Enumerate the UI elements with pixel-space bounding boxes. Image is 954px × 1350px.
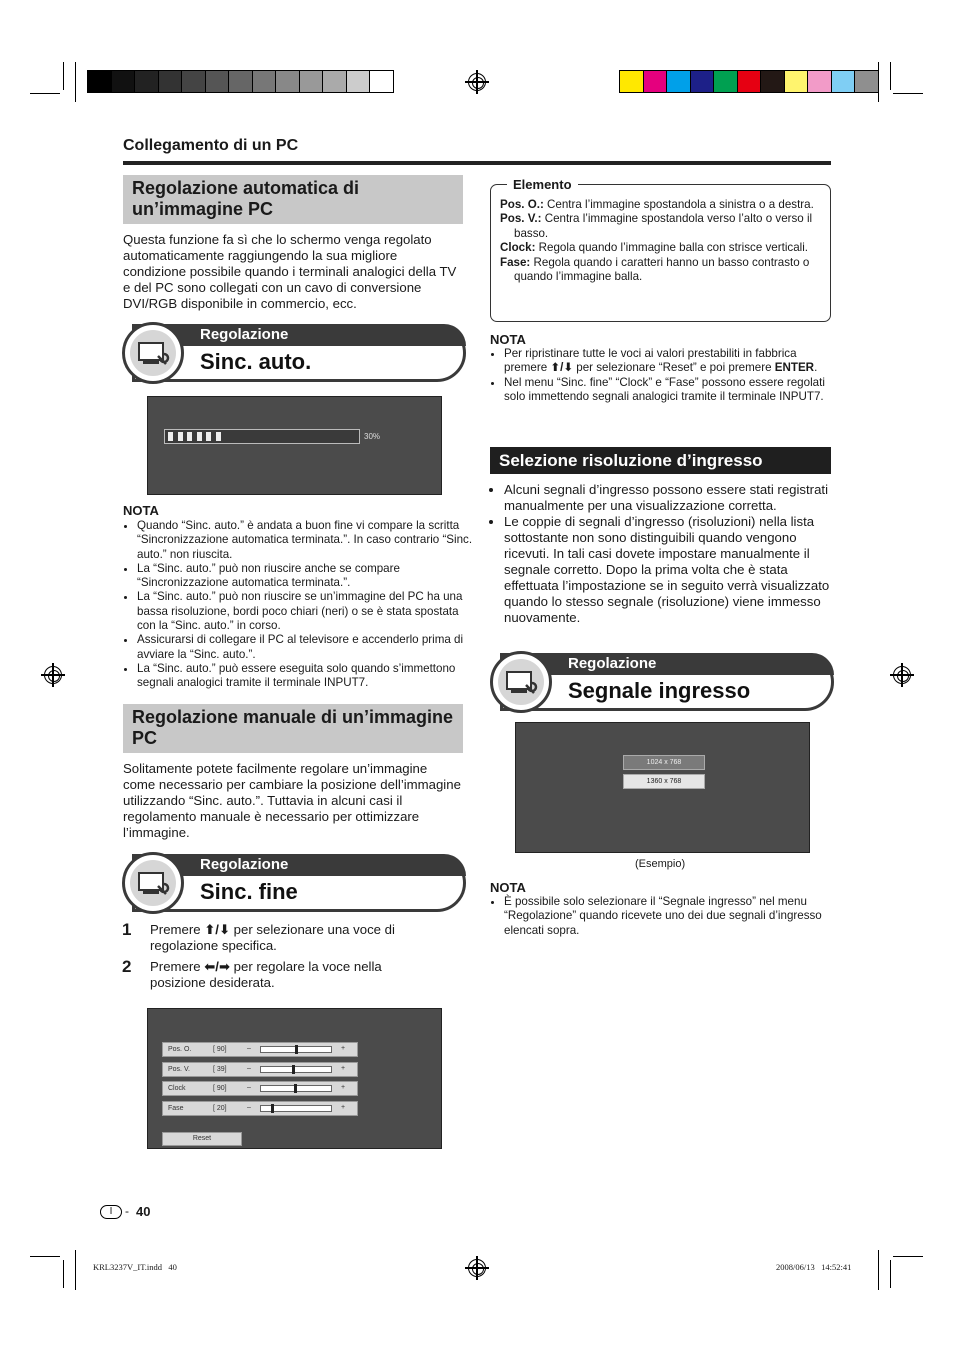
page-header-title: Collegamento di un PC <box>123 137 299 154</box>
crop-mark <box>893 93 923 94</box>
elemento-item <box>500 241 820 255</box>
step-post: per regolare la voce nella posizione desiderata. <box>150 959 382 990</box>
resolution-bullets <box>490 482 844 626</box>
row-value: [ 90] <box>213 1085 227 1092</box>
gray-color-bar <box>87 70 394 93</box>
elemento-term: Fase: <box>500 255 531 269</box>
elemento-term: Clock: <box>500 241 536 255</box>
step-text <box>150 959 440 991</box>
color-swatch <box>253 71 277 92</box>
color-swatch <box>88 71 112 92</box>
row-value: [ 90] <box>213 1046 227 1053</box>
color-swatch <box>761 71 785 92</box>
step-post: per selezionare una voce di regolazione specifica. <box>150 922 395 953</box>
badge-title: Sinc. fine <box>200 879 298 904</box>
badge-category: Regolazione <box>200 856 289 873</box>
elemento-term: Pos. O.: <box>500 198 544 211</box>
crop-mark <box>63 1260 64 1288</box>
menu-badge-segnale-ingresso <box>490 653 834 713</box>
enter-key-label: ENTER <box>774 361 815 375</box>
minus-button[interactable]: – <box>247 1045 251 1052</box>
progress-segment <box>216 432 221 441</box>
header-rule <box>123 161 831 165</box>
badge-title: Sinc. auto. <box>200 349 312 374</box>
color-swatch <box>112 71 136 92</box>
elemento-item <box>500 256 820 285</box>
crop-mark <box>878 1250 879 1290</box>
progress-segment <box>187 432 192 441</box>
example-caption: (Esempio) <box>635 858 686 870</box>
color-swatch <box>644 71 668 92</box>
plus-button[interactable]: + <box>341 1103 346 1111</box>
list-item: • Quando “Sinc. auto.” è andata a buon fine vi compare la scritta “Sincronizzazione automatica terminata.”. In caso contrario “Sinc. auto.” non riuscita. <box>137 519 477 562</box>
row-value: [ 39] <box>213 1065 227 1073</box>
slider-knob[interactable] <box>294 1084 297 1093</box>
plus-button[interactable]: + <box>341 1045 346 1052</box>
adjust-slider[interactable] <box>260 1085 332 1092</box>
list-item: • La “Sinc. auto.” può essere eseguita solo quando s’immettono segnali analogici tramite il terminale INPUT7. <box>137 662 477 691</box>
print-date: 2008/06/13 14:52:41 <box>776 1262 852 1272</box>
slider-knob[interactable] <box>295 1045 298 1054</box>
step-text <box>150 922 440 954</box>
crop-mark <box>890 62 891 90</box>
color-swatch <box>808 71 832 92</box>
adjust-slider[interactable] <box>260 1066 332 1073</box>
minus-button[interactable]: – <box>247 1084 251 1091</box>
badge-category: Regolazione <box>568 655 657 672</box>
arrow-up-down-icon: ⬆/⬇ <box>550 361 574 375</box>
section-title-auto: Regolazione automatica di un’immagine PC <box>123 175 463 224</box>
progress-segment <box>206 432 211 441</box>
reset-button[interactable]: Reset <box>162 1132 242 1146</box>
nota-list <box>123 519 477 691</box>
section-body-manual: Solitamente potete facilmente regolare un’immagine come necessario per cambiare la posizione dell’immagine utilizzando “Sinc. auto.”. Tuttavia in alcuni casi il regolamento manuale è necessario per ottimizzare l’immagine. <box>123 761 461 840</box>
nota-item: • Nel menu “Sinc. fine” “Clock” e “Fase” possono essere regolati solo immettendo segnali analogici tramite il terminale INPUT7. <box>504 376 839 405</box>
elemento-title: Elemento <box>507 177 578 192</box>
crop-mark <box>30 93 60 94</box>
color-swatch <box>347 71 371 92</box>
elemento-term: Pos. V.: <box>500 212 542 226</box>
color-swatch <box>667 71 691 92</box>
elemento-desc: Centra l’immagine spostandola verso l’alto o verso il basso. <box>514 212 813 240</box>
adjust-slider[interactable] <box>260 1046 332 1053</box>
badge-category: Regolazione <box>200 326 289 343</box>
nota-title: NOTA <box>123 503 159 518</box>
sync-progress-bar <box>164 429 360 444</box>
color-swatch <box>785 71 809 92</box>
color-swatch <box>738 71 762 92</box>
registration-mark-icon <box>468 73 486 91</box>
step-number: 1 <box>122 920 132 939</box>
progress-segment <box>178 432 183 441</box>
slider-knob[interactable] <box>292 1065 295 1074</box>
crop-mark <box>893 1256 923 1257</box>
badge-title: Segnale ingresso <box>568 678 751 703</box>
sinc-auto-screen <box>147 396 442 495</box>
tv-settings-icon <box>130 860 176 906</box>
nota-text: Per ripristinare tutte le voci ai valori prestabiliti in fabbrica premere <box>504 347 797 375</box>
language-badge: I <box>100 1205 122 1219</box>
color-swatch <box>159 71 183 92</box>
color-bar <box>619 70 879 93</box>
fine-menu-row[interactable] <box>162 1101 358 1116</box>
sync-progress-label: 30% <box>364 432 381 441</box>
row-value: [ 20] <box>213 1104 227 1112</box>
minus-button[interactable]: – <box>247 1064 251 1072</box>
tv-settings-icon <box>130 330 176 376</box>
color-swatch <box>300 71 324 92</box>
section-title-manual: Regolazione manuale di un’immagine PC <box>123 704 463 753</box>
step-number: 2 <box>122 957 132 976</box>
arrow-up-down-icon: ⬆/⬇ <box>204 922 230 937</box>
color-swatch <box>229 71 253 92</box>
elemento-item <box>500 198 820 212</box>
color-swatch <box>323 71 347 92</box>
color-swatch <box>206 71 230 92</box>
color-swatch <box>855 71 878 92</box>
list-item: • Alcuni segnali d’ingresso possono essere stati registrati manualmente per una visualizzazione corretta. <box>504 482 844 514</box>
tv-settings-icon <box>498 659 544 705</box>
list-item: • Assicurarsi di collegare il PC al televisore e accenderlo prima di avviare la “Sinc. auto.”. <box>137 633 477 662</box>
page-dash: - <box>125 1204 129 1218</box>
step-pre: Premere <box>150 959 205 974</box>
crop-mark <box>75 62 76 102</box>
crop-mark <box>75 1250 76 1290</box>
color-swatch <box>135 71 159 92</box>
progress-segment <box>168 432 173 441</box>
color-swatch <box>832 71 856 92</box>
elemento-desc: Centra l’immagine spostandola a sinistra o a destra. <box>543 198 814 211</box>
row-label: Fase <box>168 1104 184 1112</box>
nota-text: . <box>814 361 818 375</box>
elemento-item <box>500 212 820 241</box>
arrow-left-right-icon: ⬅/➡ <box>204 959 230 974</box>
nota-text: per selezionare “Reset” e poi premere <box>573 361 775 375</box>
fine-menu-row[interactable] <box>162 1062 358 1077</box>
menu-badge-sinc-fine <box>122 854 466 914</box>
registration-mark-icon <box>44 666 62 684</box>
color-swatch <box>620 71 644 92</box>
elemento-desc: Regola quando i caratteri hanno un basso contrasto o quando l’immagine balla. <box>514 255 810 284</box>
elemento-list <box>500 198 820 284</box>
section-body-auto: Questa funzione fa sì che lo schermo venga regolato automaticamente raggiungendo la sua migliore condizione possibile quando i terminali analogici della TV e del PC sono collegati con un cavo di conversione DVI/RGB disponibile in commercio, ecc. <box>123 232 457 311</box>
color-swatch <box>714 71 738 92</box>
color-swatch <box>370 71 393 92</box>
color-swatch <box>276 71 300 92</box>
fine-menu-row[interactable] <box>162 1081 358 1096</box>
list-item: • La “Sinc. auto.” può non riuscire anche se compare “Sincronizzazione automatica terminata.”. <box>137 562 477 591</box>
nota-title: NOTA <box>490 332 526 347</box>
minus-button[interactable]: – <box>247 1103 251 1111</box>
step-pre: Premere <box>150 922 205 937</box>
sinc-fine-screen <box>147 1008 442 1149</box>
menu-badge-sinc-auto <box>122 324 466 384</box>
list-item: • La “Sinc. auto.” può non riuscire se un’immagine del PC ha una bassa risoluzione, bordi poco chiari (neri) o se è stata spostata con la “Sinc. auto.” in corso. <box>137 590 477 633</box>
nota-list <box>490 347 839 404</box>
elemento-desc: Regola quando l’immagine balla con strisce verticali. <box>535 241 809 255</box>
nota-list <box>490 895 839 938</box>
segnale-ingresso-screen <box>515 722 810 853</box>
progress-segment <box>197 432 202 441</box>
slider-knob[interactable] <box>271 1104 274 1113</box>
crop-mark <box>63 62 64 90</box>
nota-title: NOTA <box>490 880 526 895</box>
color-swatch <box>691 71 715 92</box>
list-item: • È possibile solo selezionare il “Segnale ingresso” nel menu “Regolazione” quando ricevete uno dei due segnali d’ingresso elencati sopra. <box>504 895 839 938</box>
crop-mark <box>30 1256 60 1257</box>
registration-mark-icon <box>468 1259 486 1277</box>
list-item: • Le coppie di segnali d’ingresso (risoluzioni) nella lista sottostante non sono distinguibili quando vengono ricevuti. In tali casi dovete impostare manualmente il segnale corretto. Dopo la prima volta che è stata effettuata l’impostazione se in seguito verrà visualizzato quando lo stesso segnale (risoluzione) viene immesso nuovamente. <box>504 514 844 626</box>
file-name: KRL3237V_IT.indd 40 <box>93 1262 177 1272</box>
color-swatch <box>182 71 206 92</box>
nota-item <box>504 347 839 376</box>
row-label: Pos. V. <box>168 1065 190 1073</box>
resolution-option[interactable]: 1360 x 768 <box>623 774 705 789</box>
row-label: Pos. O. <box>168 1046 192 1053</box>
page-number: 40 <box>136 1204 151 1219</box>
section-title-resolution: Selezione risoluzione d’ingresso <box>490 447 831 474</box>
resolution-option-selected[interactable]: 1024 x 768 <box>623 755 705 770</box>
plus-button[interactable]: + <box>341 1064 346 1072</box>
adjust-slider[interactable] <box>260 1105 332 1112</box>
plus-button[interactable]: + <box>341 1084 346 1091</box>
registration-mark-icon <box>893 666 911 684</box>
row-label: Clock <box>168 1085 186 1092</box>
fine-menu-row[interactable] <box>162 1042 358 1057</box>
crop-mark <box>890 1260 891 1288</box>
